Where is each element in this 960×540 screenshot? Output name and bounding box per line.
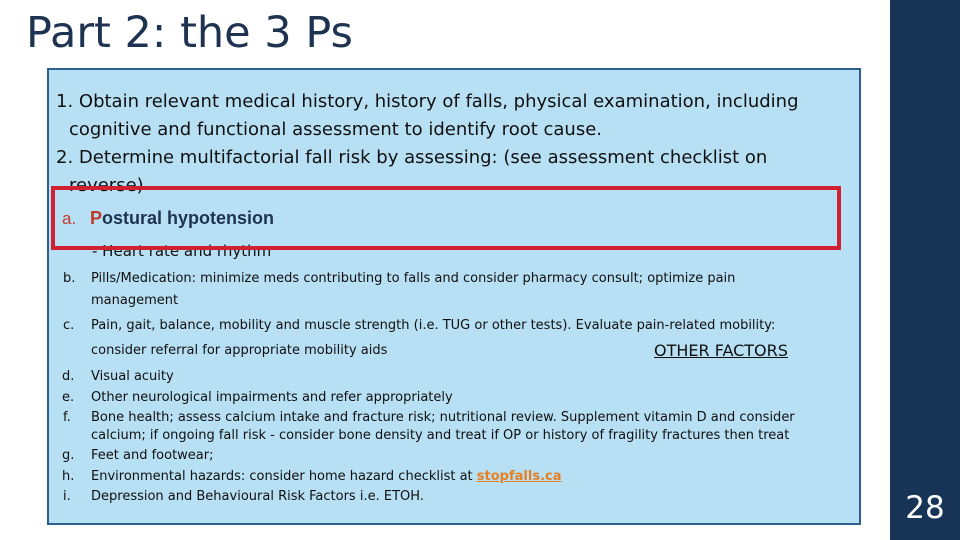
heart-rate-subitem: - Heart rate and rhythm [92, 242, 272, 260]
highlight-box [51, 186, 841, 250]
item-h-label: h. [62, 469, 75, 484]
item-g-text: Feet and footwear; [91, 448, 214, 463]
item-e-label: e. [62, 390, 75, 405]
item-d-label: d. [62, 369, 75, 384]
other-factors-heading: OTHER FACTORS [654, 341, 788, 360]
item-f-line-2: calcium; if ongoing fall risk - consider bone density and treat if OP or history of fragility fractures then treat [91, 428, 790, 443]
item-e-text: Other neurological impairments and refer appropriately [91, 390, 453, 405]
item-b-line-2: management [91, 293, 179, 308]
item-2-line-1: 2. Determine multifactorial fall risk by assessing: (see assessment checklist on [56, 147, 768, 168]
item-1-line-1: 1. Obtain relevant medical history, history of falls, physical examination, including [56, 91, 799, 112]
item-f-line-1: Bone health; assess calcium intake and fracture risk; nutritional review. Supplement vitamin D and consider [91, 410, 795, 425]
item-1-line-2: cognitive and functional assessment to identify root cause. [69, 119, 603, 140]
item-h-body: Environmental hazards: consider home hazard checklist at [91, 469, 477, 484]
page-number: 28 [905, 490, 945, 526]
item-i-text: Depression and Behavioural Risk Factors i.e. ETOH. [91, 489, 424, 504]
slide-title: Part 2: the 3 Ps [26, 8, 353, 58]
item-c-line-2: consider referral for appropriate mobility aids [91, 343, 388, 358]
item-f-label: f. [63, 410, 71, 425]
postural-rest: ostural hypotension [102, 208, 275, 228]
stopfalls-link[interactable]: stopfalls.ca [476, 469, 562, 484]
item-a-label: a. [62, 209, 77, 228]
item-g-label: g. [62, 448, 75, 463]
item-c-label: c. [63, 318, 75, 333]
item-2-line-2: reverse) [69, 175, 144, 196]
item-d-text: Visual acuity [91, 369, 174, 384]
item-b-line-1: Pills/Medication: minimize meds contributing to falls and consider pharmacy consult; optimize pain [91, 271, 736, 286]
sidebar-bar [890, 0, 960, 540]
postural-first-letter: P [90, 208, 103, 228]
item-h-text [91, 469, 561, 484]
item-i-label: i. [63, 489, 71, 504]
item-b-label: b. [63, 271, 76, 286]
item-c-line-1: Pain, gait, balance, mobility and muscle strength (i.e. TUG or other tests). Evaluate pain-related mobility: [91, 318, 776, 333]
